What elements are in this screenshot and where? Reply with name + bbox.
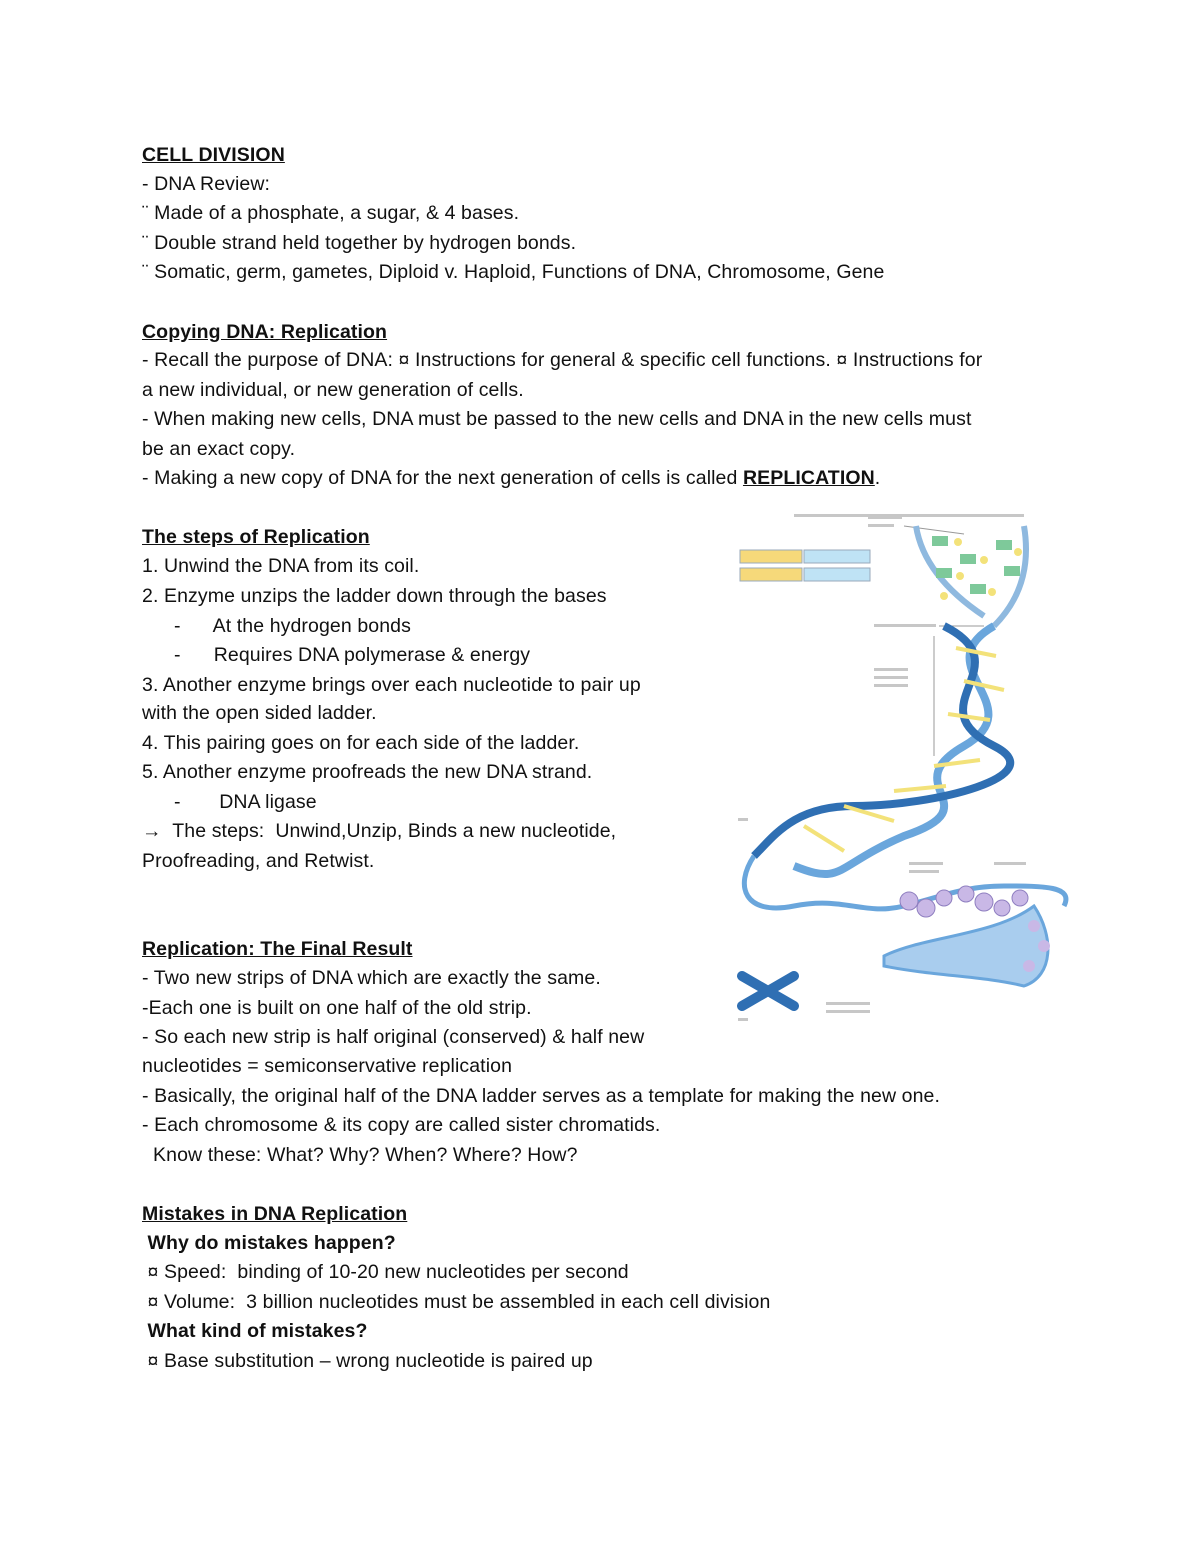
final-line: -Each one is built on one half of the old strip. [142, 997, 532, 1019]
copying-last-prefix: - Making a new copy of DNA for the next generation of cells is called [142, 467, 743, 489]
copying-line: be an exact copy. [142, 438, 296, 460]
copying-line: - Recall the purpose of DNA: ¤ Instructions for general & specific cell functions. ¤ Instructions for [142, 349, 983, 371]
copying-last-suffix: . [874, 467, 881, 489]
dna-review-bullet: ¨ Somatic, germ, gametes, Diploid v. Haploid, Functions of DNA, Chromosome, Gene [142, 261, 885, 283]
section-heading-steps: The steps of Replication [142, 526, 370, 548]
final-line: - So each new strip is half original (conserved) & half new [142, 1026, 645, 1048]
copying-line: - When making new cells, DNA must be passed to the new cells and DNA in the new cells must [142, 408, 972, 430]
step-line: 4. This pairing goes on for each side of the ladder. [142, 732, 580, 754]
copying-last-line [142, 466, 880, 490]
mistakes-item: ¤ Volume: 3 billion nucleotides must be assembled in each cell division [142, 1291, 771, 1313]
section-heading-final: Replication: The Final Result [142, 938, 413, 960]
replication-term: REPLICATION [742, 467, 875, 489]
step-line: 5. Another enzyme proofreads the new DNA strand. [142, 761, 593, 783]
dna-review-lead: - DNA Review: [142, 173, 271, 195]
mistakes-item: ¤ Speed: binding of 10-20 new nucleotides per second [142, 1261, 629, 1283]
section-heading-copying: Copying DNA: Replication [142, 321, 388, 343]
final-line: - Each chromosome & its copy are called sister chromatids. [142, 1114, 661, 1136]
dna-helix-illustration-icon [734, 506, 1074, 1028]
final-line: - Basically, the original half of the DNA ladder serves as a template for making the new one. [142, 1085, 941, 1107]
dna-helix-figure [734, 506, 1074, 1028]
final-line: Know these: What? Why? When? Where? How? [142, 1144, 578, 1166]
mistakes-question: Why do mistakes happen? [142, 1232, 396, 1254]
step-summary: → The steps: Unwind,Unzip, Binds a new nucleotide, [142, 820, 617, 842]
step-line: 1. Unwind the DNA from its coil. [142, 555, 420, 577]
final-line: - Two new strips of DNA which are exactly the same. [142, 967, 601, 989]
step-line: with the open sided ladder. [142, 702, 377, 724]
copying-line: a new individual, or new generation of cells. [142, 379, 524, 401]
step-subline: - DNA ligase [174, 791, 317, 813]
section-heading-mistakes: Mistakes in DNA Replication [142, 1203, 408, 1225]
final-line: nucleotides = semiconservative replication [142, 1055, 513, 1077]
step-subline: - Requires DNA polymerase & energy [174, 644, 531, 666]
step-subline: - At the hydrogen bonds [174, 615, 411, 637]
dna-review-bullet: ¨ Made of a phosphate, a sugar, & 4 bases. [142, 202, 520, 224]
step-summary: Proofreading, and Retwist. [142, 850, 375, 872]
mistakes-item: ¤ Base substitution – wrong nucleotide is paired up [142, 1350, 593, 1372]
mistakes-question: What kind of mistakes? [142, 1320, 368, 1342]
page-title: CELL DIVISION [142, 144, 285, 166]
step-line: 2. Enzyme unzips the ladder down through the bases [142, 585, 607, 607]
step-line: 3. Another enzyme brings over each nucleotide to pair up [142, 674, 641, 696]
dna-review-bullet: ¨ Double strand held together by hydrogen bonds. [142, 232, 577, 254]
